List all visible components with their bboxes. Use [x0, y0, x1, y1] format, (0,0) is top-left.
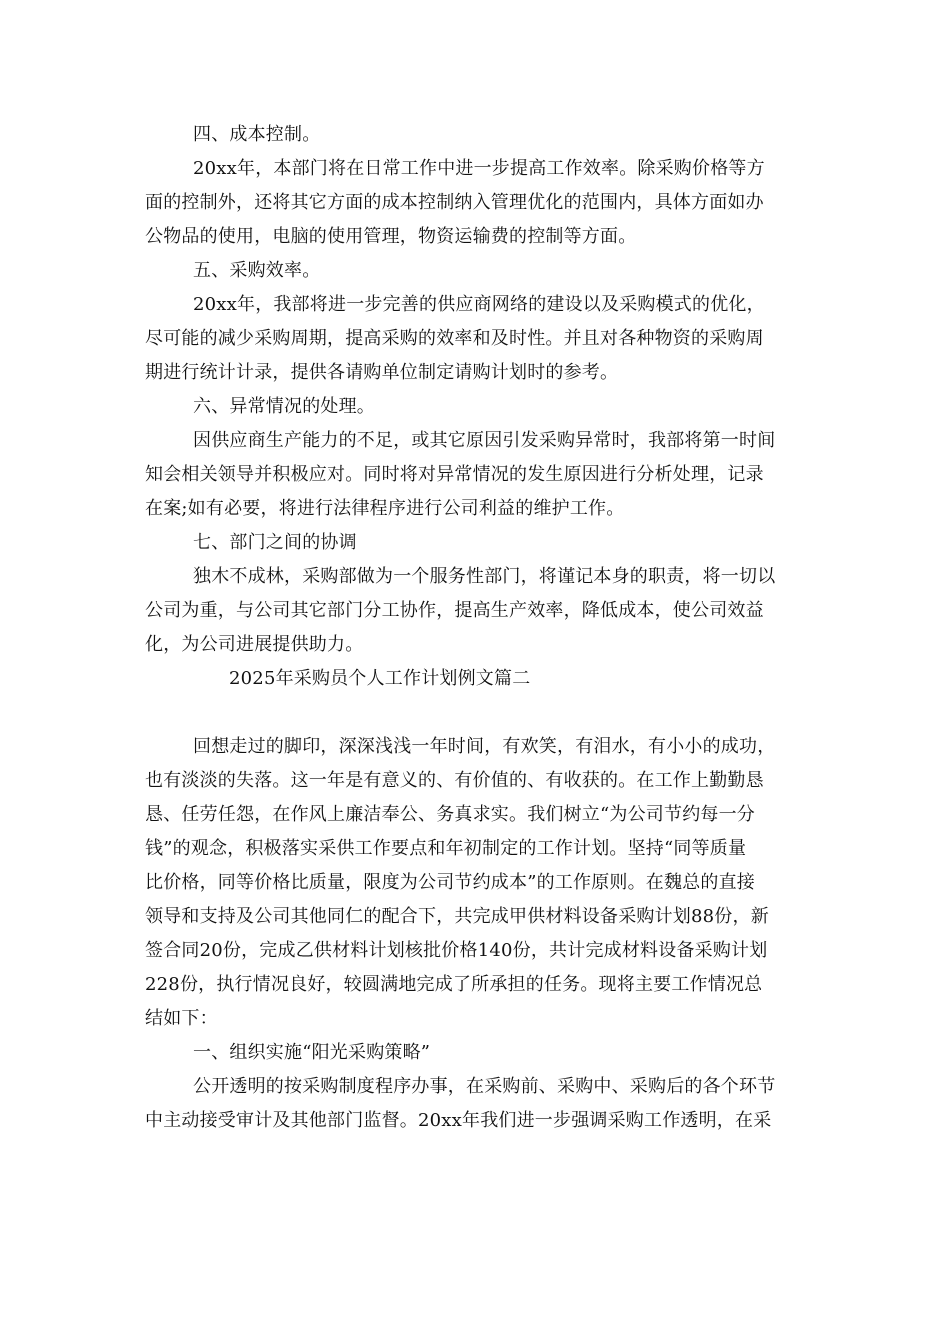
section-heading-exceptions: 六、异常情况的处理。 [193, 396, 375, 417]
section-heading-sunshine-procurement: 一、组织实施“阳光采购策略” [193, 1042, 431, 1063]
section-heading-coordination: 七、部门之间的协调 [193, 532, 357, 553]
section-heading-efficiency: 五、采购效率。 [193, 260, 321, 281]
paragraph-line: 独木不成林，采购部做为一个服务性部门，将谨记本身的职责，将一切以 [193, 566, 776, 587]
paragraph-line: 在案;如有必要，将进行法律程序进行公司利益的维护工作。 [145, 498, 625, 519]
paragraph-line: 20xx年，我部将进一步完善的供应商网络的建设以及采购模式的优化， [193, 294, 765, 315]
paragraph-line: 比价格，同等价格比质量，限度为公司节约成本”的工作原则。在魏总的直接 [145, 872, 755, 893]
paragraph-line: 结如下： [145, 1008, 218, 1029]
paragraph-line: 20xx年，本部门将在日常工作中进一步提高工作效率。除采购价格等方 [193, 158, 765, 179]
paragraph-line: 中主动接受审计及其他部门监督。20xx年我们进一步强调采购工作透明，在采 [145, 1110, 772, 1131]
paragraph-line: 化，为公司进展提供助力。 [145, 634, 364, 655]
paragraph-line: 领导和支持及公司其他同仁的配合下，共完成甲供材料设备采购计划88份，新 [145, 906, 769, 927]
paragraph-line: 也有淡淡的失落。这一年是有意义的、有价值的、有收获的。在工作上勤勤恳 [145, 770, 764, 791]
paragraph-line: 签合同20份，完成乙供材料计划核批价格140份，共计完成材料设备采购计划 [145, 940, 768, 961]
section-heading-cost-control: 四、成本控制。 [193, 124, 321, 145]
blank-line [145, 696, 805, 730]
paragraph-line: 面的控制外，还将其它方面的成本控制纳入管理优化的范围内，具体方面如办 [145, 192, 764, 213]
paragraph-line: 知会相关领导并积极应对。同时将对异常情况的发生原因进行分析处理，记录 [145, 464, 764, 485]
article-title: 2025年采购员个人工作计划例文篇二 [229, 668, 531, 689]
paragraph-line: 公司为重，与公司其它部门分工协作，提高生产效率，降低成本，使公司效益 [145, 600, 764, 621]
document-page [145, 118, 805, 1138]
paragraph-line: 钱”的观念，积极落实采供工作要点和年初制定的工作计划。坚持“同等质量 [145, 838, 747, 859]
paragraph-line: 回想走过的脚印，深深浅浅一年时间，有欢笑，有泪水，有小小的成功， [193, 736, 776, 757]
paragraph-line: 期进行统计计录，提供各请购单位制定请购计划时的参考。 [145, 362, 619, 383]
paragraph-line: 恳、任劳任怨，在作风上廉洁奉公、务真求实。我们树立“为公司节约每一分 [145, 804, 755, 825]
paragraph-line: 228份，执行情况良好，较圆满地完成了所承担的任务。现将主要工作情况总 [145, 974, 763, 995]
paragraph-line: 公开透明的按采购制度程序办事，在采购前、采购中、采购后的各个环节 [193, 1076, 776, 1097]
paragraph-line: 尽可能的减少采购周期，提高采购的效率和及时性。并且对各种物资的采购周 [145, 328, 764, 349]
paragraph-line: 因供应商生产能力的不足，或其它原因引发采购异常时，我部将第一时间 [193, 430, 776, 451]
paragraph-line: 公物品的使用，电脑的使用管理，物资运输费的控制等方面。 [145, 226, 637, 247]
